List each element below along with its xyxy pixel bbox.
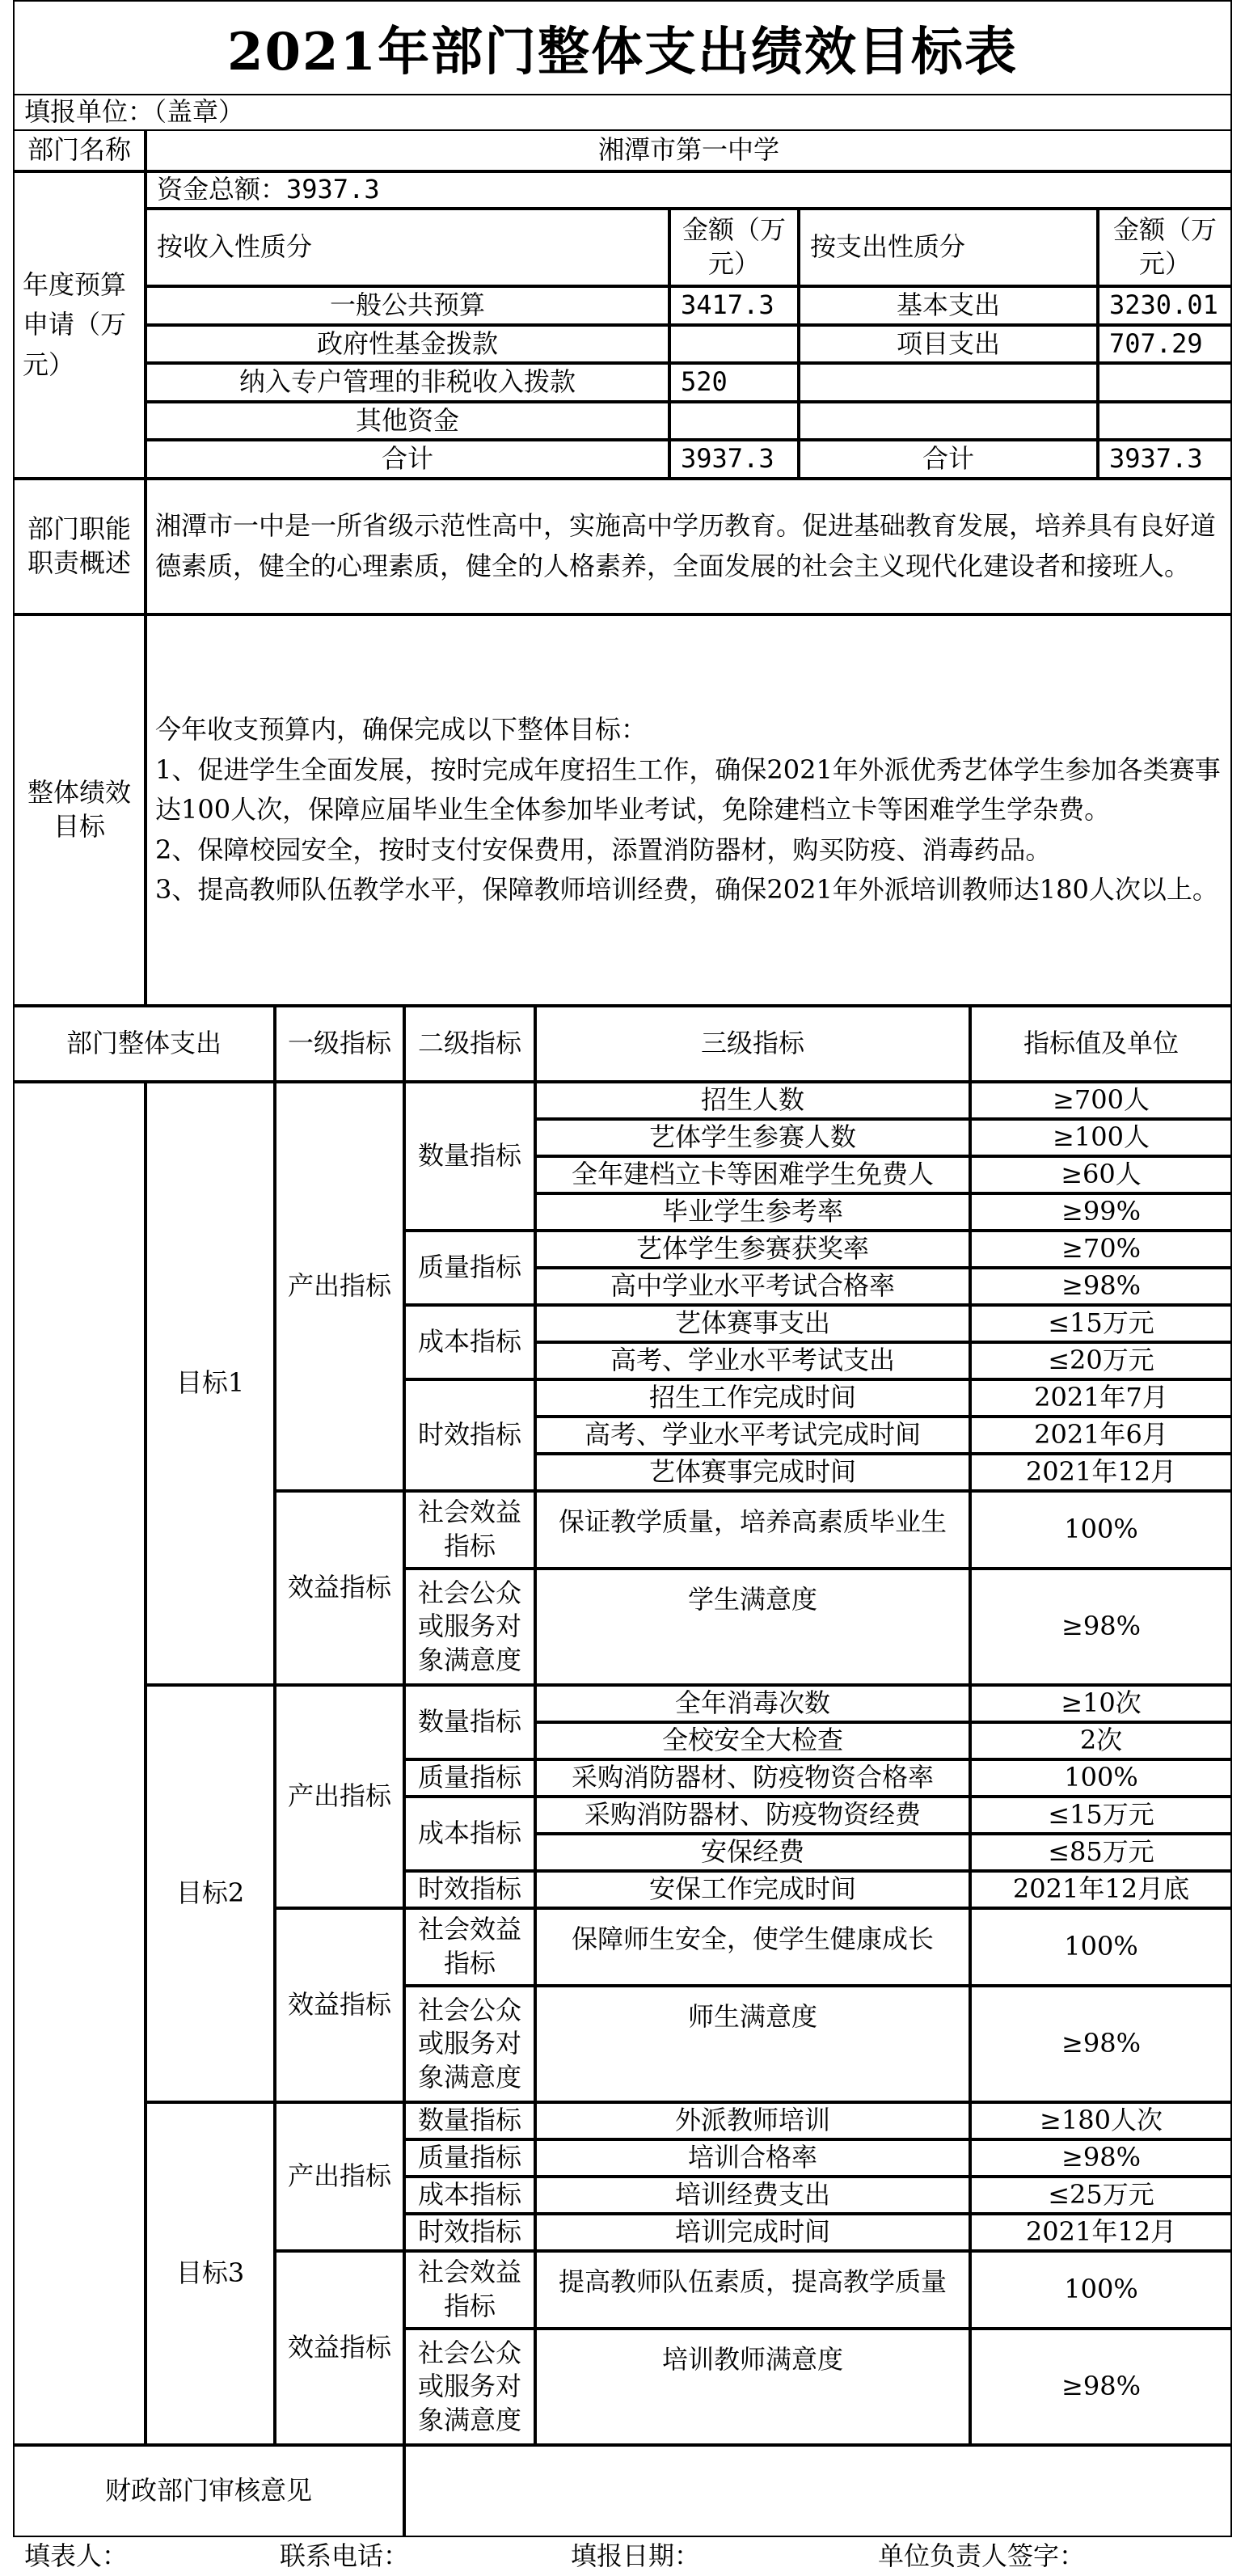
indicator-name-17: 安保经费 — [535, 1834, 970, 1871]
indicator-value-12: ≥98% — [970, 1569, 1232, 1685]
budget-expense-amount-3 — [1098, 402, 1232, 441]
expense-amount-header: 金额（万元） — [1098, 209, 1232, 286]
goal-2: 目标2 — [146, 1685, 275, 2102]
indicator-name-19: 保障师生安全，使学生健康成长 — [535, 1908, 970, 1986]
income-header: 按收入性质分 — [146, 209, 669, 286]
indicator-value-6: ≤15万元 — [970, 1305, 1232, 1342]
indicator-value-1: ≥100人 — [970, 1119, 1232, 1156]
indicator-value-10: 2021年12月 — [970, 1454, 1232, 1491]
budget-total: 资金总额：3937.3 — [146, 171, 1232, 209]
level2-quality-13: 质量指标 — [404, 2139, 535, 2177]
income-amount-header: 金额（万元） — [669, 209, 799, 286]
indicator-value-21: ≥180人次 — [970, 2102, 1232, 2139]
indicator-value-22: ≥98% — [970, 2139, 1232, 2177]
level2-satisfaction-11: 社会公众或服务对象满意度 — [404, 1986, 535, 2102]
budget-income-amount-3 — [669, 402, 799, 441]
expense-header: 按支出性质分 — [799, 209, 1098, 286]
level1-output-4: 产出指标 — [275, 2102, 404, 2251]
indicator-name-7: 高考、学业水平考试支出 — [535, 1342, 970, 1379]
indicator-name-21: 外派教师培训 — [535, 2102, 970, 2139]
indicator-name-10: 艺体赛事完成时间 — [535, 1454, 970, 1491]
duty-label: 部门职能职责概述 — [13, 479, 146, 614]
overall-goal-line: 2、保障校园安全，按时支付安保费用，添置消防器材，购买防疫、消毒药品。 — [155, 834, 1052, 865]
level2-time-9: 时效指标 — [404, 1871, 535, 1908]
budget-income-4: 合计 — [146, 440, 669, 479]
indicator-value-3: ≥99% — [970, 1193, 1232, 1231]
indicator-value-7: ≤20万元 — [970, 1342, 1232, 1379]
budget-income-3: 其他资金 — [146, 402, 669, 441]
level2-quantity-6: 数量指标 — [404, 1685, 535, 1759]
fill-unit: 填报单位：（盖章） — [13, 95, 1232, 129]
indicator-name-26: 培训教师满意度 — [535, 2329, 970, 2445]
indicator-value-2: ≥60人 — [970, 1156, 1232, 1193]
budget-expense-0: 基本支出 — [799, 286, 1098, 325]
level2-cost-14: 成本指标 — [404, 2177, 535, 2214]
overall-label: 整体绩效目标 — [13, 614, 146, 1006]
budget-income-amount-2: 520 — [669, 363, 799, 402]
indicator-value-11: 100% — [970, 1491, 1232, 1569]
review-content — [404, 2445, 1232, 2537]
indicator-value-15: 100% — [970, 1759, 1232, 1797]
overall-goal-line: 3、提高教师队伍教学水平，保障教师培训经费，确保2021年外派培训教师达180人次以上。 — [155, 874, 1218, 906]
indicator-name-5: 高中学业水平考试合格率 — [535, 1268, 970, 1305]
level2-quality-1: 质量指标 — [404, 1231, 535, 1305]
indicator-value-26: ≥98% — [970, 2329, 1232, 2445]
indicator-name-23: 培训经费支出 — [535, 2177, 970, 2214]
indicator-name-24: 培训完成时间 — [535, 2214, 970, 2251]
indicator-name-16: 采购消防器材、防疫物资经费 — [535, 1797, 970, 1834]
level2-time-3: 时效指标 — [404, 1379, 535, 1491]
indicator-name-14: 全校安全大检查 — [535, 1722, 970, 1759]
indicator-name-6: 艺体赛事支出 — [535, 1305, 970, 1342]
indicator-value-8: 2021年7月 — [970, 1379, 1232, 1417]
footer-phone: 联系电话： — [280, 2540, 410, 2572]
budget-income-amount-4: 3937.3 — [669, 440, 799, 479]
level2-social-16: 社会效益指标 — [404, 2251, 535, 2329]
indicator-name-25: 提高教师队伍素质，提高教学质量 — [535, 2251, 970, 2329]
header-level1: 一级指标 — [275, 1006, 404, 1082]
overall-goals — [146, 614, 1232, 1006]
indicator-name-0: 招生人数 — [535, 1082, 970, 1119]
goal-1: 目标1 — [146, 1082, 275, 1685]
dept-name: 湘潭市第一中学 — [146, 129, 1232, 171]
header-level2: 二级指标 — [404, 1006, 535, 1082]
budget-income-1: 政府性基金拨款 — [146, 325, 669, 364]
header-value: 指标值及单位 — [970, 1006, 1232, 1082]
indicator-value-23: ≤25万元 — [970, 2177, 1232, 2214]
indicator-value-25: 100% — [970, 2251, 1232, 2329]
budget-expense-amount-0: 3230.01 — [1098, 286, 1232, 325]
footer-filler: 填表人： — [24, 2540, 129, 2572]
indicator-value-24: 2021年12月 — [970, 2214, 1232, 2251]
budget-expense-amount-1: 707.29 — [1098, 325, 1232, 364]
page-title: 2021年部门整体支出绩效目标表 — [13, 0, 1232, 95]
indicator-name-2: 全年建档立卡等困难学生免费人 — [535, 1156, 970, 1193]
level2-time-15: 时效指标 — [404, 2214, 535, 2251]
indicator-value-16: ≤15万元 — [970, 1797, 1232, 1834]
level2-social-10: 社会效益指标 — [404, 1908, 535, 1986]
level1-output-2: 产出指标 — [275, 1685, 404, 1908]
indicator-name-12: 学生满意度 — [535, 1569, 970, 1685]
budget-expense-amount-4: 3937.3 — [1098, 440, 1232, 479]
level2-social-4: 社会效益指标 — [404, 1491, 535, 1569]
footer-date: 填报日期： — [571, 2540, 701, 2572]
level1-benefit-3: 效益指标 — [275, 1908, 404, 2102]
level2-quantity-12: 数量指标 — [404, 2102, 535, 2139]
level1-benefit-5: 效益指标 — [275, 2251, 404, 2445]
indicator-name-11: 保证教学质量，培养高素质毕业生 — [535, 1491, 970, 1569]
indicator-value-13: ≥10次 — [970, 1685, 1232, 1722]
level1-output-0: 产出指标 — [275, 1082, 404, 1491]
footer — [13, 2537, 1232, 2576]
budget-income-2: 纳入专户管理的非税收入拨款 — [146, 363, 669, 402]
indicator-value-18: 2021年12月底 — [970, 1871, 1232, 1908]
footer-signature: 单位负责人签字： — [878, 2540, 1086, 2572]
budget-expense-4: 合计 — [799, 440, 1098, 479]
budget-income-0: 一般公共预算 — [146, 286, 669, 325]
level1-benefit-1: 效益指标 — [275, 1491, 404, 1685]
header-level3: 三级指标 — [535, 1006, 970, 1082]
indicator-section-label: 部门整体支出 — [13, 1006, 275, 1082]
level2-satisfaction-17: 社会公众或服务对象满意度 — [404, 2329, 535, 2445]
indicator-name-9: 高考、学业水平考试完成时间 — [535, 1417, 970, 1454]
level2-cost-2: 成本指标 — [404, 1305, 535, 1379]
indicator-name-4: 艺体学生参赛获奖率 — [535, 1231, 970, 1268]
section-left-blank — [13, 1082, 146, 2445]
indicator-name-13: 全年消毒次数 — [535, 1685, 970, 1722]
indicator-value-4: ≥70% — [970, 1231, 1232, 1268]
budget-label: 年度预算申请（万元） — [13, 171, 146, 479]
indicator-value-19: 100% — [970, 1908, 1232, 1986]
review-label: 财政部门审核意见 — [13, 2445, 404, 2537]
budget-expense-3 — [799, 402, 1098, 441]
overall-goal-line: 1、促进学生全面发展，按时完成年度招生工作，确保2021年外派优秀艺体学生参加各类赛事达100人次，保障应届毕业生全体参加毕业考试，免除建档立卡等困难学生学杂费。 — [155, 754, 1221, 826]
indicator-value-0: ≥700人 — [970, 1082, 1232, 1119]
overall-goal-line: 今年收支预算内，确保完成以下整体目标： — [155, 714, 648, 745]
dept-name-label: 部门名称 — [13, 129, 146, 171]
budget-income-amount-0: 3417.3 — [669, 286, 799, 325]
budget-income-amount-1 — [669, 325, 799, 364]
budget-expense-amount-2 — [1098, 363, 1232, 402]
indicator-value-5: ≥98% — [970, 1268, 1232, 1305]
budget-expense-1: 项目支出 — [799, 325, 1098, 364]
level2-quality-7: 质量指标 — [404, 1759, 535, 1797]
level2-cost-8: 成本指标 — [404, 1797, 535, 1871]
indicator-name-1: 艺体学生参赛人数 — [535, 1119, 970, 1156]
indicator-name-3: 毕业学生参考率 — [535, 1193, 970, 1231]
indicator-name-15: 采购消防器材、防疫物资合格率 — [535, 1759, 970, 1797]
goal-3: 目标3 — [146, 2102, 275, 2445]
budget-expense-2 — [799, 363, 1098, 402]
indicator-value-9: 2021年6月 — [970, 1417, 1232, 1454]
indicator-value-14: 2次 — [970, 1722, 1232, 1759]
indicator-value-20: ≥98% — [970, 1986, 1232, 2102]
indicator-name-18: 安保工作完成时间 — [535, 1871, 970, 1908]
indicator-name-8: 招生工作完成时间 — [535, 1379, 970, 1417]
level2-quantity-0: 数量指标 — [404, 1082, 535, 1231]
indicator-name-20: 师生满意度 — [535, 1986, 970, 2102]
duty-text: 湘潭市一中是一所省级示范性高中，实施高中学历教育。促进基础教育发展，培养具有良好道德素质，健全的心理素质，健全的人格素养，全面发展的社会主义现代化建设者和接班人。 — [146, 479, 1232, 614]
indicator-value-17: ≤85万元 — [970, 1834, 1232, 1871]
level2-satisfaction-5: 社会公众或服务对象满意度 — [404, 1569, 535, 1685]
indicator-name-22: 培训合格率 — [535, 2139, 970, 2177]
